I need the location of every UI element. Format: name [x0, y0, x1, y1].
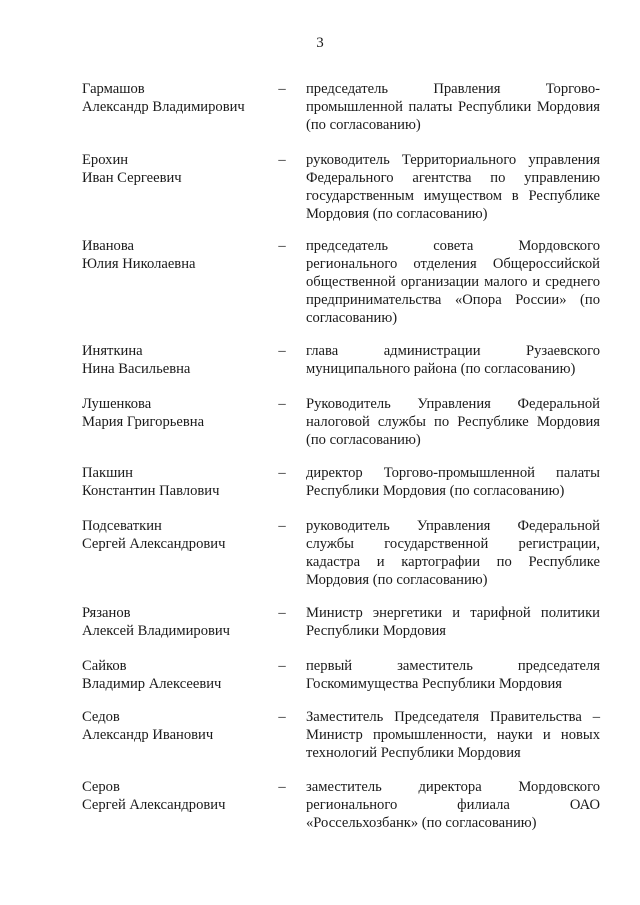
- member-name: [82, 657, 272, 693]
- member-given-names: Алексей Владимирович: [82, 623, 231, 639]
- member-surname: Гармашов: [82, 81, 145, 97]
- member-name: [82, 778, 272, 814]
- member-surname: Серов: [82, 779, 120, 795]
- member-name: [82, 464, 272, 500]
- dash-separator: –: [278, 152, 286, 168]
- member-role: руководитель Управления Федеральной службы государственной регистрации, кадастра и картографии по Республике Мордовия (по согласованию): [306, 518, 600, 588]
- dash-separator: –: [278, 779, 286, 795]
- member-surname: Сайков: [82, 658, 127, 674]
- member-role: руководитель Территориального управления Федерального агентства по управлению государственным имуществом в Республике Мордовия (по согласованию): [306, 152, 600, 222]
- dash-separator: –: [278, 343, 286, 359]
- member-given-names: Мария Григорьевна: [82, 414, 205, 430]
- member-surname: Пакшин: [82, 465, 133, 481]
- member-role: председатель совета Мордовского регионального отделения Общероссийской общественной организации малого и среднего предпринимательства «Опора России» (по согласованию): [306, 238, 600, 326]
- member-role: глава администрации Рузаевского муниципального района (по согласованию): [306, 343, 600, 377]
- member-name: [82, 151, 272, 187]
- member-given-names: Александр Иванович: [82, 727, 214, 743]
- member-given-names: Сергей Александрович: [82, 536, 226, 552]
- member-role: Заместитель Председателя Правительства – Министр промышленности, науки и новых технологий Республики Мордовия: [306, 709, 600, 761]
- member-surname: Иняткина: [82, 343, 143, 359]
- member-surname: Седов: [82, 709, 120, 725]
- member-given-names: Иван Сергеевич: [82, 170, 182, 186]
- dash-separator: –: [278, 465, 286, 481]
- member-name: [82, 237, 272, 273]
- member-surname: Иванова: [82, 238, 134, 254]
- member-surname: Ерохин: [82, 152, 129, 168]
- member-surname: Подсеваткин: [82, 518, 162, 534]
- member-role: заместитель директора Мордовского регионального филиала ОАО «Россельхозбанк» (по согласованию): [306, 779, 600, 831]
- page-number: 3: [316, 35, 324, 51]
- member-name: [82, 80, 272, 116]
- dash-separator: –: [278, 709, 286, 725]
- member-given-names: Сергей Александрович: [82, 797, 226, 813]
- member-given-names: Нина Васильевна: [82, 361, 191, 377]
- member-given-names: Константин Павлович: [82, 483, 220, 499]
- member-role: первый заместитель председателя Госкомимущества Республики Мордовия: [306, 658, 600, 692]
- member-surname: Лушенкова: [82, 396, 152, 412]
- dash-separator: –: [278, 658, 286, 674]
- member-given-names: Юлия Николаевна: [82, 256, 196, 272]
- member-given-names: Александр Владимирович: [82, 99, 245, 115]
- dash-separator: –: [278, 81, 286, 97]
- member-name: [82, 517, 272, 553]
- member-given-names: Владимир Алексеевич: [82, 676, 222, 692]
- member-name: [82, 708, 272, 744]
- member-name: [82, 342, 272, 378]
- dash-separator: –: [278, 518, 286, 534]
- member-name: [82, 604, 272, 640]
- member-name: [82, 395, 272, 431]
- member-role: Руководитель Управления Федеральной налоговой службы по Республике Мордовия (по согласованию): [306, 396, 600, 448]
- dash-separator: –: [278, 396, 286, 412]
- member-surname: Рязанов: [82, 605, 131, 621]
- member-role: директор Торгово-промышленной палаты Республики Мордовия (по согласованию): [306, 465, 600, 499]
- member-role: председатель Правления Торгово-промышленной палаты Республики Мордовия (по согласованию): [306, 81, 600, 133]
- member-role: Министр энергетики и тарифной политики Республики Мордовия: [306, 605, 600, 639]
- dash-separator: –: [278, 605, 286, 621]
- dash-separator: –: [278, 238, 286, 254]
